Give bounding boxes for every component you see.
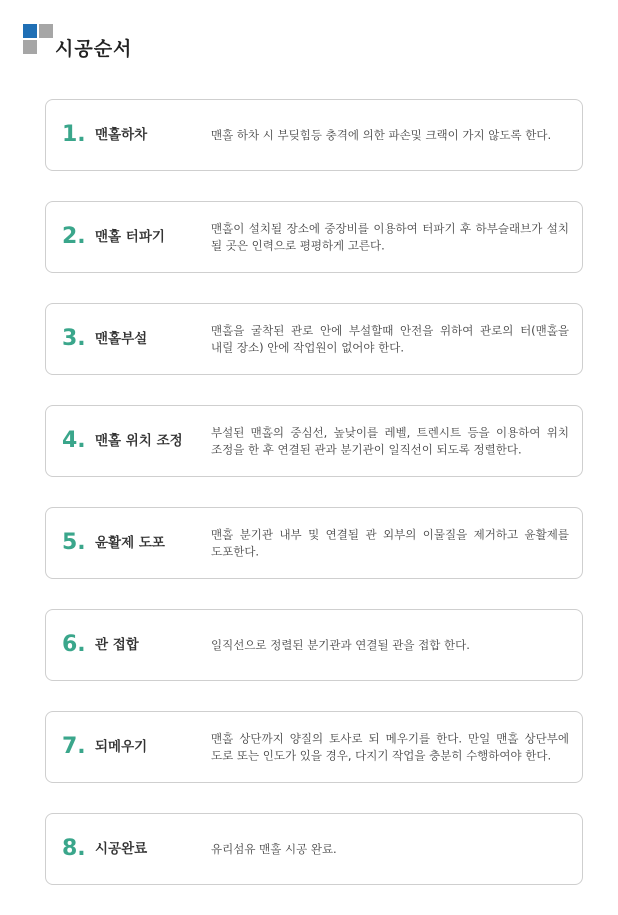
step-number: 2. bbox=[62, 224, 86, 249]
step-list bbox=[45, 99, 583, 915]
step-name: 맨홀 위치 조정 bbox=[95, 433, 183, 449]
step-description: 맨홀이 설치될 장소에 중장비를 이용하여 터파기 후 하부슬래브가 설치 될 곳은 인력으로 평평하게 고른다. bbox=[211, 221, 569, 252]
step-card bbox=[45, 813, 583, 885]
step-card bbox=[45, 711, 583, 783]
step-name: 맨홀 터파기 bbox=[95, 229, 165, 245]
step-card bbox=[45, 507, 583, 579]
step-description: 맨홀 분기관 내부 및 연결될 관 외부의 이물질을 제거하고 윤활제를 도포한다. bbox=[211, 527, 569, 558]
step-number: 5. bbox=[62, 530, 86, 555]
step-card bbox=[45, 405, 583, 477]
step-description: 맨홀 하차 시 부딪힘등 충격에 의한 파손및 크랙이 가지 않도록 한다. bbox=[211, 127, 552, 142]
logo-square-blue bbox=[23, 24, 37, 38]
step-number: 8. bbox=[62, 836, 86, 861]
page-title: 시공순서 bbox=[55, 38, 133, 60]
step-card bbox=[45, 303, 583, 375]
step-name: 윤활제 도포 bbox=[95, 535, 165, 551]
step-description: 맨홀 상단까지 양질의 토사로 되 메우기를 한다. 만일 맨홀 상단부에 도로 또는 인도가 있을 경우, 다지기 작업을 충분히 수행하여야 한다. bbox=[211, 731, 569, 762]
step-card bbox=[45, 609, 583, 681]
step-number: 7. bbox=[62, 734, 86, 759]
logo-square-gray bbox=[23, 40, 37, 54]
step-name: 시공완료 bbox=[95, 841, 148, 857]
step-name: 되메우기 bbox=[95, 739, 148, 755]
step-name: 맨홀하차 bbox=[95, 127, 148, 143]
step-description: 부설된 맨홀의 중심선, 높낮이를 레벨, 트렌시트 등을 이용하여 위치 조정을 한 후 연결된 관과 분기관이 일직선이 되도록 정렬한다. bbox=[211, 425, 569, 456]
step-number: 3. bbox=[62, 326, 86, 351]
section-logo-icon bbox=[23, 24, 54, 55]
step-name: 맨홀부설 bbox=[95, 331, 148, 347]
step-name: 관 접합 bbox=[95, 637, 139, 653]
step-number: 6. bbox=[62, 632, 86, 657]
step-description: 맨홀을 굴착된 관로 안에 부설할때 안전을 위하여 관로의 터(맨홀을 내릴 장소) 안에 작업원이 없어야 한다. bbox=[211, 323, 569, 354]
step-card bbox=[45, 99, 583, 171]
logo-square-gray bbox=[39, 24, 53, 38]
step-number: 1. bbox=[62, 122, 86, 147]
step-description: 유리섬유 맨홀 시공 완료. bbox=[211, 841, 337, 856]
step-description: 일직선으로 정렬된 분기관과 연결될 관을 접합 한다. bbox=[211, 637, 470, 652]
step-number: 4. bbox=[62, 428, 86, 453]
step-card bbox=[45, 201, 583, 273]
